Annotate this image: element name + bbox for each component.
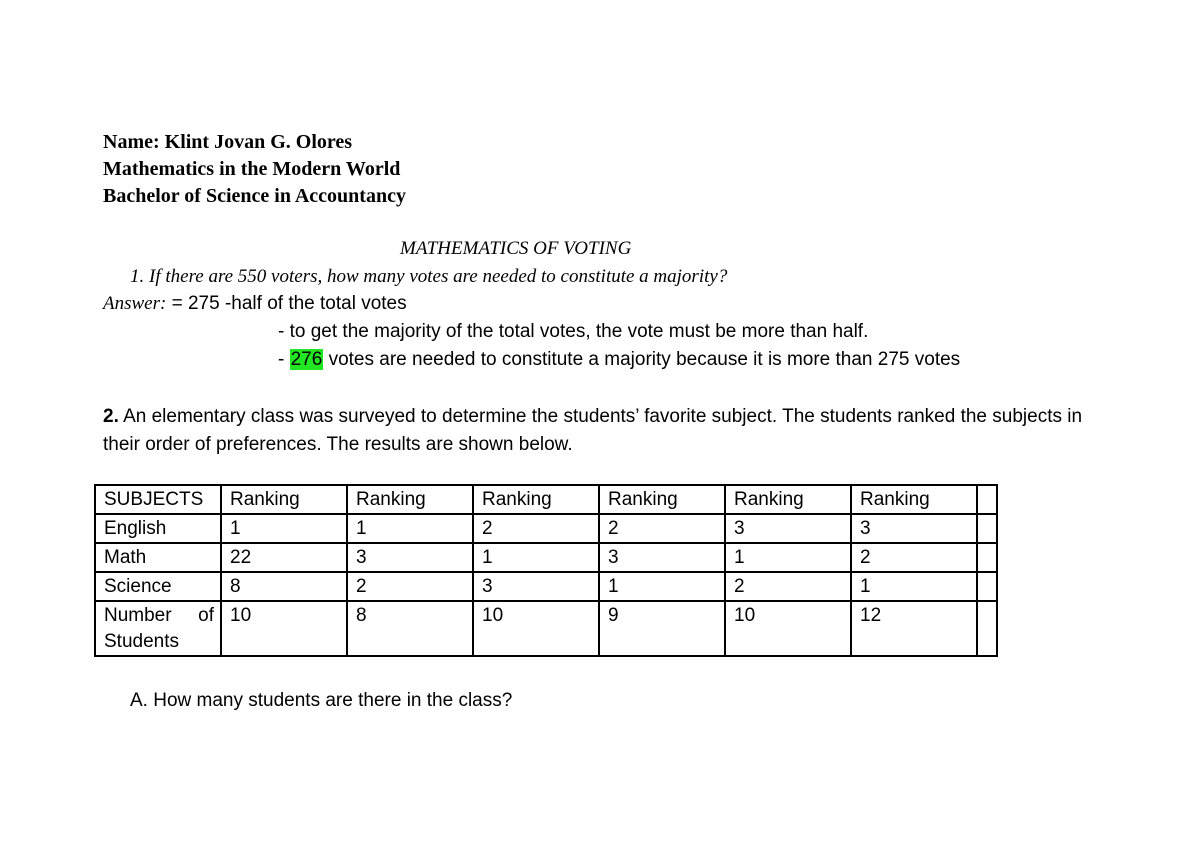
table-cell: 3 — [473, 572, 599, 601]
question-1: 1. If there are 550 voters, how many votes are needed to constitute a majority? — [130, 266, 728, 287]
table-cell: 8 — [221, 572, 347, 601]
table-extra-cell — [977, 485, 997, 514]
table-cell: 12 — [851, 601, 977, 656]
table-header-cell: Ranking — [725, 485, 851, 514]
table-row — [95, 572, 997, 601]
table-cell: 2 — [851, 543, 977, 572]
table-cell: 10 — [725, 601, 851, 656]
table-row — [95, 543, 997, 572]
answer-label: Answer: — [103, 293, 167, 314]
students-label-part: Students — [104, 631, 179, 652]
answer-line — [103, 293, 407, 315]
table-cell: 3 — [725, 514, 851, 543]
table-cell: 1 — [725, 543, 851, 572]
answer-explanation-1: - to get the majority of the total votes, the vote must be more than half. — [278, 321, 869, 342]
students-label-cell — [95, 601, 221, 656]
table-cell: 3 — [599, 543, 725, 572]
ranking-table — [94, 484, 998, 657]
table-cell: 2 — [473, 514, 599, 543]
answer-explanation-2 — [278, 349, 960, 371]
table-header-cell: Ranking — [221, 485, 347, 514]
table-header-cell: Ranking — [851, 485, 977, 514]
program-name: Bachelor of Science in Accountancy — [103, 185, 406, 207]
table-header-row — [95, 485, 997, 514]
table-cell: 1 — [221, 514, 347, 543]
answer-text: = 275 -half of the total votes — [166, 293, 407, 314]
table-extra-cell — [977, 514, 997, 543]
table-cell: 10 — [473, 601, 599, 656]
table-cell: 22 — [221, 543, 347, 572]
table-extra-cell — [977, 601, 997, 656]
answer-prefix: - — [278, 349, 290, 370]
table-cell: 3 — [347, 543, 473, 572]
table-header-cell: Ranking — [599, 485, 725, 514]
table-extra-cell — [977, 543, 997, 572]
table-cell: Science — [95, 572, 221, 601]
table-cell: English — [95, 514, 221, 543]
table-row — [95, 601, 997, 656]
table-cell: 1 — [851, 572, 977, 601]
table-cell: 2 — [347, 572, 473, 601]
table-row — [95, 514, 997, 543]
question-2-number: 2. — [103, 406, 119, 427]
students-label-part: Number — [104, 605, 172, 626]
table-cell: 1 — [347, 514, 473, 543]
table-cell: 1 — [473, 543, 599, 572]
table-header-cell: Ranking — [473, 485, 599, 514]
document-title: MATHEMATICS OF VOTING — [400, 238, 632, 259]
table-cell: 2 — [599, 514, 725, 543]
table-header-cell: SUBJECTS — [95, 485, 221, 514]
table-cell: 2 — [725, 572, 851, 601]
table-cell: 8 — [347, 601, 473, 656]
question-2-text: An elementary class was surveyed to determine the students’ favorite subject. The students ranked the subjects in their order of preferences. The results are shown below. — [103, 406, 1083, 455]
question-2 — [103, 403, 1113, 459]
students-label-part: of — [198, 605, 214, 626]
question-2a: A. How many students are there in the class? — [130, 690, 513, 711]
student-name: Name: Klint Jovan G. Olores — [103, 131, 353, 153]
highlighted-answer: 276 — [290, 349, 323, 370]
course-name: Mathematics in the Modern World — [103, 158, 401, 180]
table-cell: 3 — [851, 514, 977, 543]
table-cell: 1 — [599, 572, 725, 601]
table-header-cell: Ranking — [347, 485, 473, 514]
table-extra-cell — [977, 572, 997, 601]
table-cell: 9 — [599, 601, 725, 656]
table-cell: Math — [95, 543, 221, 572]
answer-rest: votes are needed to constitute a majority because it is more than 275 votes — [323, 349, 961, 370]
table-cell: 10 — [221, 601, 347, 656]
